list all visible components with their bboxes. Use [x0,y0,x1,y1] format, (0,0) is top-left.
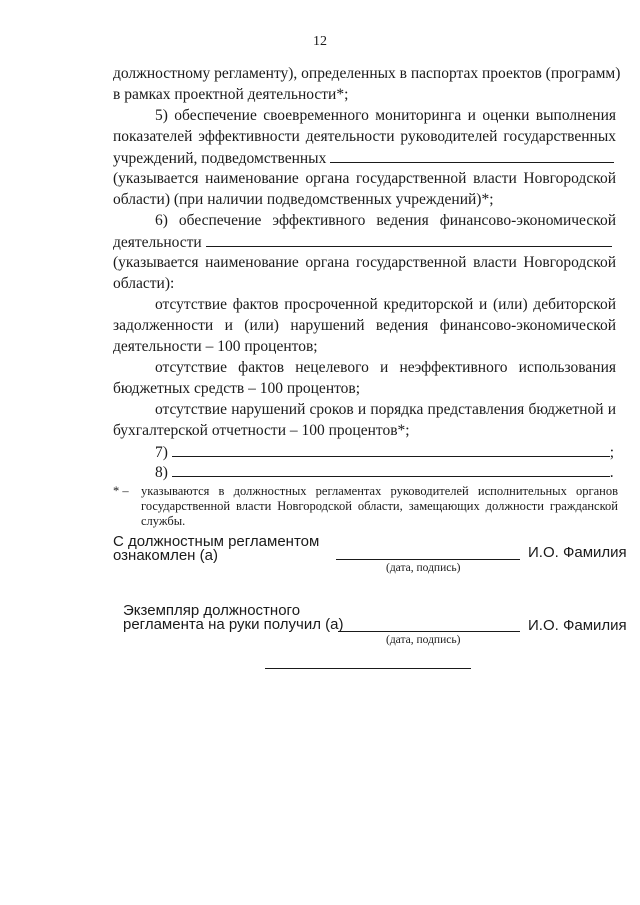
body-line: бюджетных средств – 100 процентов; [113,380,361,397]
blank-fill-line [172,442,610,457]
receipt-label-line1: Экземпляр должностного [123,602,301,619]
list-item-number: 7) [155,444,168,461]
blank-fill-line [172,462,610,477]
ack-signature-line [336,559,520,560]
ack-caption: (дата, подпись) [386,562,461,574]
ack-label-line2: ознакомлен (а) [113,547,218,564]
body-line: показателей эффективности деятельности руководителей государственных [113,128,616,145]
body-line: отсутствие нарушений сроков и порядка представления бюджетной и [155,401,616,418]
footnote-text: указываются в должностных регламентах руководителей исполнительных органов государственной власти Новгородской области, замещающих должности гражданской службы. [141,484,618,528]
body-line-text: деятельности [113,234,202,251]
body-line: (указывается наименование органа государственной власти Новгородской [113,170,616,187]
body-line: деятельности – 100 процентов; [113,338,318,355]
receipt-caption: (дата, подпись) [386,634,461,646]
body-line: отсутствие фактов просроченной кредиторской и (или) дебиторской [155,296,616,313]
list-item-number: 8) [155,464,168,481]
body-line: должностному регламенту), определенных в паспортах проектов (программ) [113,65,621,82]
end-separator-line [265,668,471,669]
blank-fill-line [206,232,612,247]
body-line: 6) обеспечение эффективного ведения финансово-экономической [155,212,616,229]
blank-fill-line [330,148,614,163]
list-item-punct: . [609,464,614,481]
receipt-label-line2: регламента на руки получил (а) [123,616,344,633]
body-line [113,232,616,253]
body-line: 5) обеспечение своевременного мониторинга и оценки выполнения [155,107,616,124]
list-item-7 [155,442,616,463]
footnote-mark: * – [113,484,129,498]
body-line: в рамках проектной деятельности*; [113,86,349,103]
body-line: отсутствие фактов нецелевого и неэффективного использования [155,359,616,376]
ack-name: И.О. Фамилия [528,544,627,561]
list-item-8 [155,462,616,483]
body-line: (указывается наименование органа государственной власти Новгородской [113,254,616,271]
page-number: 12 [313,34,327,49]
body-line: области) (при наличии подведомственных учреждений)*; [113,191,494,208]
receipt-name: И.О. Фамилия [528,617,627,634]
list-item-punct: ; [609,444,615,461]
ack-label-line1: С должностным регламентом [113,533,320,550]
receipt-signature-line [338,631,520,632]
body-line [113,148,616,169]
body-line-text: учреждений, подведомственных [113,150,327,167]
body-line: задолженности и (или) нарушений ведения финансово-экономической [113,317,616,334]
body-line: области): [113,275,175,292]
body-line: бухгалтерской отчетности – 100 процентов*; [113,422,410,439]
